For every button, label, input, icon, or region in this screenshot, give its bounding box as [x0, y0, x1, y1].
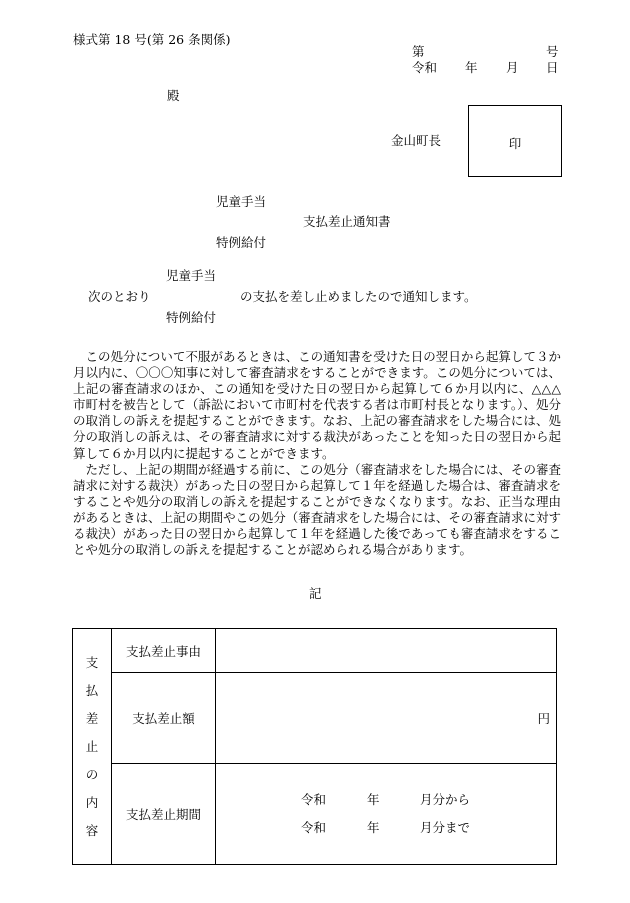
doc-number-suffix: 号: [546, 44, 559, 59]
date-day: 日: [546, 60, 559, 75]
vertical-char: 止: [85, 738, 99, 754]
date-year: 年: [465, 60, 478, 75]
vertical-char: 払: [85, 682, 99, 698]
seal-box: [468, 105, 562, 177]
title-option-special-benefit: 特例給付: [216, 235, 267, 250]
body-option-special-benefit: 特例給付: [166, 310, 217, 325]
vertical-char: の: [85, 766, 99, 782]
body-suffix: の支払を差し止めましたので通知します。: [240, 289, 477, 304]
amount-value: [216, 673, 557, 764]
suspension-details-table: [72, 628, 557, 865]
ki-heading: 記: [309, 586, 322, 601]
amount-label: 支払差止額: [112, 673, 216, 764]
period-from-era: 令和: [301, 792, 327, 807]
period-from: [216, 786, 556, 814]
reason-label: 支払差止事由: [112, 629, 216, 673]
period-label: 支払差止期間: [112, 764, 216, 865]
body-option-child-allowance: 児童手当: [166, 268, 217, 283]
issuer-name: 金山町長: [391, 133, 442, 148]
period-from-month: 月分から: [420, 792, 471, 807]
addressee-suffix: 殿: [167, 88, 180, 103]
period-to-month: 月分まで: [420, 820, 471, 835]
period-to-year: 年: [367, 820, 380, 835]
vertical-char: 容: [85, 822, 99, 838]
details-vertical-label: [73, 629, 112, 865]
title-option-child-allowance: 児童手当: [216, 194, 267, 209]
doc-number-prefix: 第: [412, 44, 425, 59]
form-number: 様式第 18 号(第 26 条関係): [73, 32, 231, 47]
date-era: 令和: [412, 60, 438, 75]
period-to: [216, 814, 556, 842]
vertical-char: 差: [85, 710, 99, 726]
period-from-year: 年: [367, 792, 380, 807]
date-month: 月: [506, 60, 519, 75]
seal-label: 印: [508, 136, 522, 151]
document-title: 支払差止通知書: [303, 214, 391, 229]
period-to-era: 令和: [301, 820, 327, 835]
vertical-char: 内: [85, 794, 99, 810]
appeal-notice: [73, 349, 561, 558]
reason-value: [216, 629, 557, 673]
amount-unit: 円: [537, 711, 550, 726]
vertical-char: 支: [85, 654, 99, 670]
notice-paragraph: この処分について不服があるときは、この通知書を受けた日の翌日から起算して３か月以内に、〇〇〇知事に対して審査請求をすることができます。この処分については、上記の審査請求のほか、この通知を受けた日の翌日から起算して６か月以内に、△△△市町村を被告として（訴訟において市町村を代表する者は市町村長となります。）、処分の取消しの訴えを提起することができます。なお、上記の審査請求をした場合には、処分の取消しの訴えは、その審査請求に対する裁決があったことを知った日の翌日から起算して６か月以内に提起することができます。: [73, 349, 561, 461]
notice-paragraph: ただし、上記の期間が経過する前に、この処分（審査請求をした場合には、その審査請求に対する裁決）があった日の翌日から起算して１年を経過した場合は、審査請求をすることや処分の取消しの訴えを提起することができなくなります。なお、正当な理由があるときは、上記の期間やこの処分（審査請求をした場合には、その審査請求に対する裁決）があった日の翌日から起算して１年を経過した後であっても審査請求をすることや処分の取消しの訴えを提起することが認められる場合があります。: [73, 461, 561, 558]
body-prefix: 次のとおり: [88, 289, 151, 304]
period-value: [216, 764, 557, 865]
